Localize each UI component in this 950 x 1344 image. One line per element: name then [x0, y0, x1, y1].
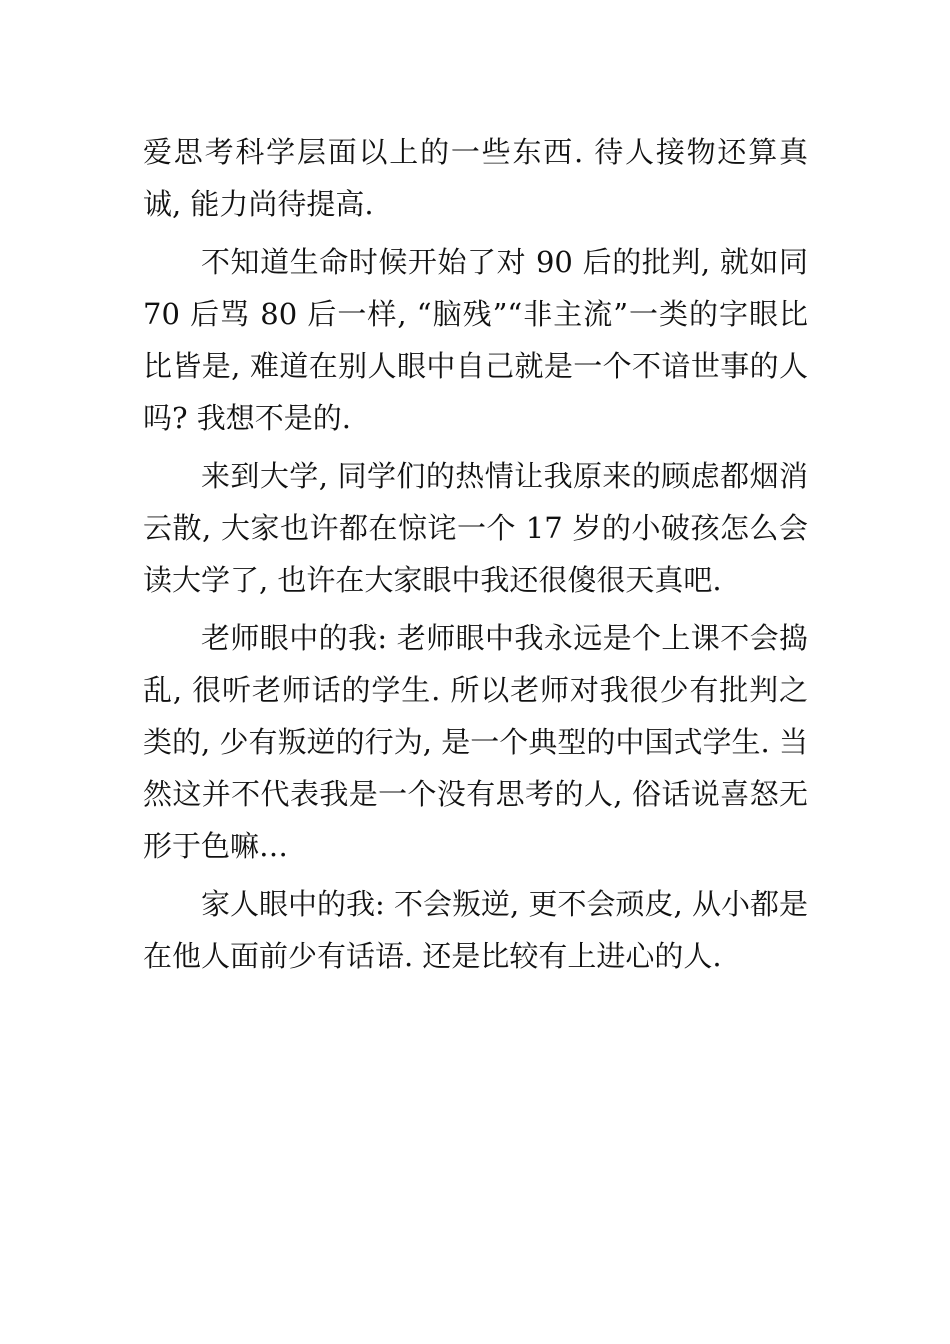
paragraph-university: 来到大学, 同学们的热情让我原来的顾虑都烟消云散, 大家也许都在惊诧一个 17 岁的小破孩怎么会读大学了, 也许在大家眼中我还很傻很天真吧. [143, 459, 808, 597]
paragraph-90s-criticism: 不知道生命时候开始了对 90 后的批判, 就如同 70 后骂 80 后一样, “脑残”“非主流”一类的字眼比比皆是, 难道在别人眼中自己就是一个不谙世事的人吗? 我想不是的. [143, 245, 808, 435]
paragraph-continuation: 爱思考科学层面以上的一些东西. 待人接物还算真诚, 能力尚待提高. [143, 135, 808, 221]
paragraph-family-view: 家人眼中的我: 不会叛逆, 更不会顽皮, 从小都是在他人面前少有话语. 还是比较有上进心的人. [143, 887, 808, 973]
paragraph-teacher-view: 老师眼中的我: 老师眼中我永远是个上课不会捣乱, 很听老师话的学生. 所以老师对我很少有批判之类的, 少有叛逆的行为, 是一个典型的中国式学生. 当然这并不代表我是一个没有思考的人, 俗话说喜怒无形于色嘛… [143, 621, 808, 863]
document-body [143, 126, 808, 988]
